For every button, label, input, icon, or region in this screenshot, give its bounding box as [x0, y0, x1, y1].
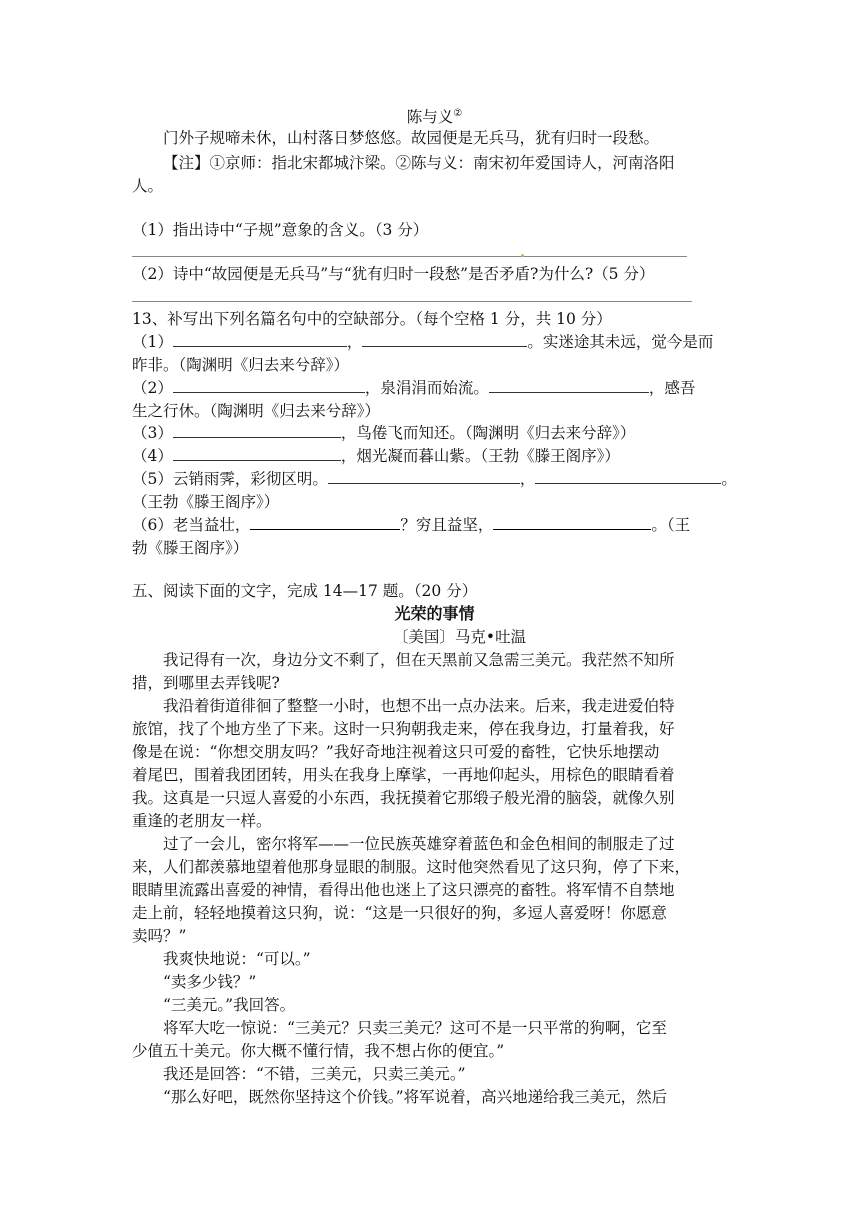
poem-author-name: 陈与义 — [406, 108, 454, 127]
fill-blank[interactable] — [493, 514, 651, 530]
q13-item-1: （1） ， 。实迷途其未远，觉今是而 — [132, 333, 714, 351]
q13-item-5-source: （王勃《滕王阁序》） — [132, 493, 280, 511]
story-paragraph-line: 措，到哪里去弄钱呢? — [132, 674, 280, 692]
q13-item-6: （6）老当益壮， ？穷且益坚， 。（王 — [132, 516, 691, 534]
story-paragraph-line: 我记得有一次，身边分文不剩了，但在天黑前又急需三美元。我茫然不知所 — [163, 651, 675, 669]
story-author: 〔美国〕马克•吐温 — [392, 628, 527, 646]
story-paragraph-line: 卖吗？” — [132, 927, 187, 945]
fill-blank[interactable] — [173, 422, 341, 438]
fill-blank[interactable] — [535, 468, 721, 484]
story-paragraph-line: 我还是回答：“不错，三美元，只卖三美元。” — [163, 1065, 466, 1083]
q13-header: 13、补写出下列名篇名句中的空缺部分。（每个空格 1 分，共 10 分） — [132, 310, 612, 328]
fill-blank[interactable] — [173, 445, 341, 461]
story-paragraph-line: 将军大吃一惊说：“三美元？只卖三美元？这可不是一只平常的狗啊，它至 — [163, 1019, 667, 1037]
fill-blank[interactable] — [489, 377, 649, 393]
story-paragraph-line: 重逢的老朋友一样。 — [132, 812, 272, 830]
poem-verse: 门外子规啼未休，山村落日梦悠悠。故园便是无兵马，犹有归时一段愁。 — [163, 129, 660, 147]
story-paragraph-line: 着尾巴，围着我团团转，用头在我身上摩挲，一再地仰起头，用棕色的眼睛看着 — [132, 766, 675, 784]
fill-blank[interactable] — [173, 331, 347, 347]
answer-line[interactable] — [132, 256, 687, 257]
story-paragraph-line: 我沿着街道徘徊了整整一小时，也想不出一点办法来。后来，我走进爱伯特 — [163, 697, 675, 715]
q13-item-6-source: 勃《滕王阁序》） — [132, 539, 249, 557]
fill-blank[interactable] — [362, 331, 527, 347]
story-paragraph-line: “三美元。”我回答。 — [163, 996, 296, 1014]
poem-note-cont: 人。 — [132, 177, 164, 195]
q13-item-2: （2） ，泉涓涓而始流。 ，感吾 — [132, 379, 696, 397]
story-paragraph-line: 旅馆，找了个地方坐了下来。这时一只狗朝我走来，停在我身边，打量着我，好 — [132, 720, 675, 738]
footnote-marker: ② — [453, 108, 463, 119]
story-paragraph-line: 眼睛里流露出喜爱的神情，看得出他也迷上了这只漂亮的畜牲。将军情不自禁地 — [132, 881, 675, 899]
story-paragraph-line: 我爽快地说：“可以。” — [163, 950, 311, 968]
story-paragraph-line: 走上前，轻轻地摸着这只狗，说：“这是一只很好的狗，多逗人喜爱呀！你愿意 — [132, 904, 667, 922]
q13-item-3: （3） ，鸟倦飞而知还。（陶渊明《归去来兮辞》） — [132, 424, 636, 442]
story-title: 光荣的事情 — [394, 604, 475, 623]
poem-note: 【注】①京师：指北宋都城汴梁。②陈与义：南宋初年爱国诗人，河南洛阳 — [163, 154, 675, 172]
story-paragraph-line: “那么好吧，既然你坚持这个价钱。”将军说着，高兴地递给我三美元，然后 — [163, 1088, 668, 1106]
q13-item-2-source: 生之行休。（陶渊明《归去来兮辞》） — [132, 402, 381, 420]
q13-item-5: （5）云销雨霁，彩彻区明。 ， 。 — [132, 470, 737, 488]
q13-item-1-source: 昨非。（陶渊明《归去来兮辞》） — [132, 356, 350, 374]
story-paragraph-line: 来，人们都羡慕地望着他那身显眼的制服。这时他突然看见了这只狗，停了下来， — [132, 858, 691, 876]
fill-blank[interactable] — [250, 514, 400, 530]
answer-line[interactable] — [132, 301, 692, 302]
fill-blank[interactable] — [328, 468, 520, 484]
story-paragraph-line: “卖多少钱？” — [163, 973, 257, 991]
section5-header: 五、阅读下面的文字，完成 14—17 题。（20 分） — [132, 582, 478, 600]
story-paragraph-line: 过了一会儿，密尔将军——一位民族英雄穿着蓝色和金色相间的制服走了过 — [163, 835, 675, 853]
fill-blank[interactable] — [173, 377, 365, 393]
poem-author-title — [132, 103, 737, 128]
q12-part1: （1）指出诗中“子规”意象的含义。（3 分） — [132, 221, 429, 239]
story-paragraph-line: 像是在说：“你想交朋友吗？”我好奇地注视着这只可爱的畜牲，它快乐地摆动 — [132, 743, 660, 761]
story-paragraph-line: 少值五十美元。你大概不懂行情，我不想占你的便宜。” — [132, 1042, 505, 1060]
story-paragraph-line: 我。这真是一只逗人喜爱的小东西，我抚摸着它那缎子般光滑的脑袋，就像久别 — [132, 789, 675, 807]
q12-part2: （2）诗中“故园便是无兵马”与“犹有归时一段愁”是否矛盾?为什么?（5 分） — [132, 265, 655, 283]
q13-item-4: （4） ，烟光凝而暮山紫。（王勃《滕王阁序》） — [132, 447, 620, 465]
marker-dot — [521, 254, 524, 257]
